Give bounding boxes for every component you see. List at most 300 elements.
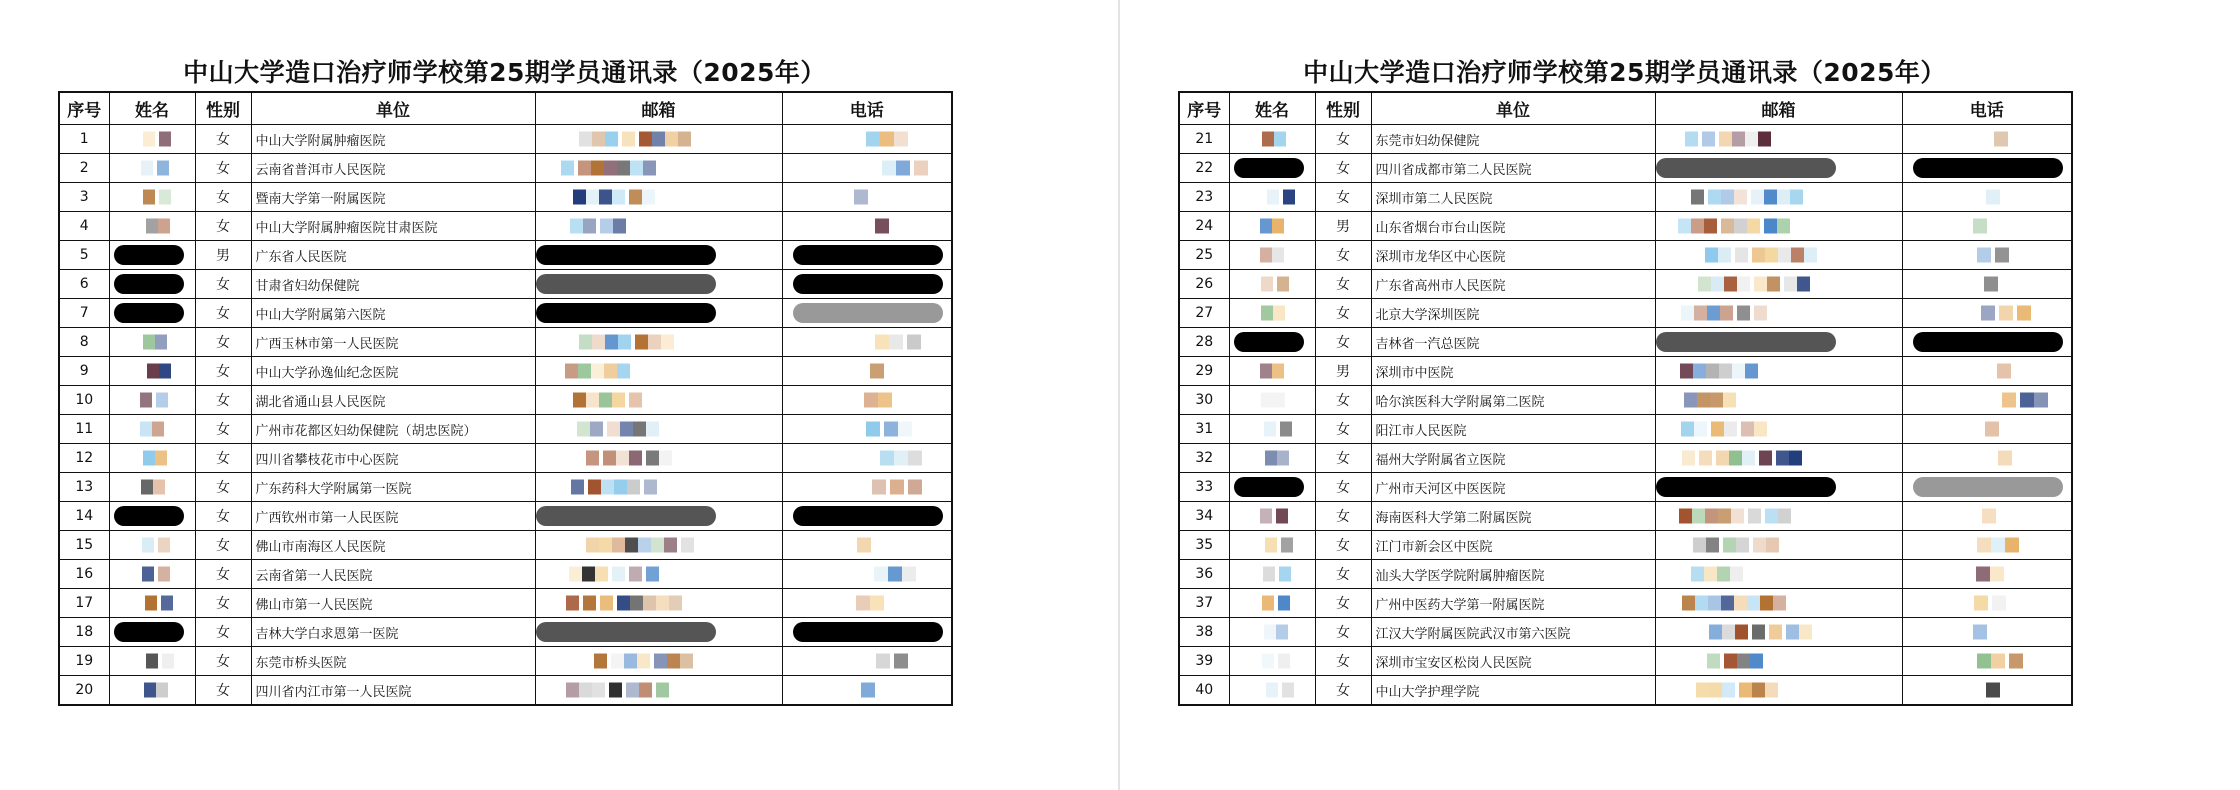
name-cell-redacted xyxy=(1229,647,1315,676)
unit-cell: 中山大学附属肿瘤医院 xyxy=(251,125,535,154)
redaction-block xyxy=(1708,596,1721,611)
redaction-block xyxy=(1977,248,1991,263)
unit-cell: 北京大学深圳医院 xyxy=(1371,299,1655,328)
redaction-scribble xyxy=(536,303,716,323)
row-number: 10 xyxy=(59,386,109,415)
redaction-scribble xyxy=(536,245,716,265)
redaction-block xyxy=(629,567,642,582)
redacted-mosaic xyxy=(1903,618,2072,646)
phone-cell-redacted xyxy=(782,502,952,531)
redaction-block xyxy=(591,161,604,176)
email-cell-redacted xyxy=(535,241,782,270)
redacted-mosaic xyxy=(1230,154,1315,182)
redacted-mosaic xyxy=(783,212,952,240)
unit-cell: 四川省内江市第一人民医院 xyxy=(251,676,535,706)
redaction-block xyxy=(630,596,643,611)
redaction-block xyxy=(1799,625,1812,640)
sex-cell: 女 xyxy=(195,473,251,502)
redacted-mosaic xyxy=(1903,473,2072,501)
row-number: 26 xyxy=(1179,270,1229,299)
redaction-block xyxy=(582,567,595,582)
table-row xyxy=(59,618,952,647)
unit-cell: 广东药科大学附属第一医院 xyxy=(251,473,535,502)
sex-cell: 女 xyxy=(1315,647,1371,676)
redacted-mosaic xyxy=(1230,502,1315,530)
sex-cell: 女 xyxy=(195,502,251,531)
redaction-block xyxy=(161,596,173,611)
table-row xyxy=(1179,502,2072,531)
unit-cell: 广州市花都区妇幼保健院（胡忠医院） xyxy=(251,415,535,444)
redaction-block xyxy=(654,654,667,669)
redaction-block xyxy=(857,538,871,553)
name-cell-redacted xyxy=(109,560,195,589)
redaction-block xyxy=(665,132,678,147)
redaction-block xyxy=(1765,248,1778,263)
redaction-block xyxy=(1274,132,1286,147)
phone-cell-redacted xyxy=(782,154,952,183)
row-number: 24 xyxy=(1179,212,1229,241)
redaction-block xyxy=(1699,451,1712,466)
redaction-block xyxy=(1720,306,1733,321)
redacted-mosaic xyxy=(1656,183,1902,211)
redaction-block xyxy=(1752,683,1765,698)
redaction-block xyxy=(141,480,153,495)
redaction-block xyxy=(642,190,655,205)
unit-cell: 佛山市南海区人民医院 xyxy=(251,531,535,560)
redaction-block xyxy=(600,219,613,234)
redaction-block xyxy=(1766,538,1779,553)
header-name: 姓名 xyxy=(1229,92,1315,125)
email-cell-redacted xyxy=(535,386,782,415)
sex-cell: 女 xyxy=(1315,415,1371,444)
table-header-row xyxy=(59,92,952,125)
redaction-block xyxy=(586,451,599,466)
email-cell-redacted xyxy=(1655,589,1902,618)
redaction-block xyxy=(1711,422,1724,437)
redaction-block xyxy=(609,683,622,698)
redacted-mosaic xyxy=(1230,531,1315,559)
unit-cell: 中山大学附属肿瘤医院甘肃医院 xyxy=(251,212,535,241)
redaction-block xyxy=(1282,683,1294,698)
redaction-block xyxy=(573,190,586,205)
redaction-block xyxy=(1693,538,1706,553)
sex-cell: 男 xyxy=(195,241,251,270)
redaction-block xyxy=(1754,306,1767,321)
unit-cell: 中山大学孙逸仙纪念医院 xyxy=(251,357,535,386)
name-cell-redacted xyxy=(109,502,195,531)
redaction-scribble xyxy=(793,622,943,642)
email-cell-redacted xyxy=(535,647,782,676)
redacted-mosaic xyxy=(783,560,952,588)
redaction-block xyxy=(1718,509,1731,524)
redacted-mosaic xyxy=(1903,241,2072,269)
redaction-block xyxy=(1260,364,1272,379)
redaction-block xyxy=(643,596,656,611)
name-cell-redacted xyxy=(109,444,195,473)
redaction-block xyxy=(878,393,892,408)
redaction-block xyxy=(1789,451,1802,466)
redaction-block xyxy=(617,161,630,176)
name-cell-redacted xyxy=(1229,328,1315,357)
phone-cell-redacted xyxy=(1902,183,2072,212)
redaction-block xyxy=(902,567,916,582)
redacted-mosaic xyxy=(1656,328,1902,356)
redaction-block xyxy=(882,161,896,176)
table-row xyxy=(1179,299,2072,328)
email-cell-redacted xyxy=(535,560,782,589)
redacted-mosaic xyxy=(1656,154,1902,182)
redaction-block xyxy=(2020,393,2034,408)
email-cell-redacted xyxy=(1655,328,1902,357)
redaction-block xyxy=(590,422,603,437)
redaction-block xyxy=(1705,509,1718,524)
redaction-block xyxy=(866,132,880,147)
redaction-scribble xyxy=(1234,477,1304,497)
redaction-block xyxy=(1995,248,2009,263)
redaction-block xyxy=(141,161,153,176)
redaction-block xyxy=(680,654,693,669)
phone-cell-redacted xyxy=(782,212,952,241)
redaction-block xyxy=(158,567,170,582)
table-row xyxy=(59,212,952,241)
redacted-mosaic xyxy=(783,618,952,646)
phone-cell-redacted xyxy=(782,241,952,270)
row-number: 37 xyxy=(1179,589,1229,618)
redacted-mosaic xyxy=(1656,560,1902,588)
redacted-mosaic xyxy=(783,328,952,356)
redacted-mosaic xyxy=(783,676,952,704)
redaction-block xyxy=(629,451,642,466)
header-phone: 电话 xyxy=(782,92,952,125)
sex-cell: 女 xyxy=(195,531,251,560)
row-number: 30 xyxy=(1179,386,1229,415)
redaction-block xyxy=(1272,248,1284,263)
table-row xyxy=(1179,125,2072,154)
redaction-block xyxy=(894,451,908,466)
redacted-mosaic xyxy=(783,502,952,530)
redaction-block xyxy=(896,161,910,176)
redacted-mosaic xyxy=(1230,415,1315,443)
redaction-block xyxy=(1281,538,1293,553)
row-number: 8 xyxy=(59,328,109,357)
redaction-block xyxy=(1272,219,1284,234)
redaction-block xyxy=(1748,509,1761,524)
redacted-mosaic xyxy=(1903,328,2072,356)
redaction-block xyxy=(1722,683,1735,698)
redaction-scribble xyxy=(1656,477,1836,497)
redaction-block xyxy=(1758,132,1771,147)
redaction-block xyxy=(1272,364,1284,379)
redaction-block xyxy=(561,161,574,176)
redaction-block xyxy=(888,567,902,582)
sex-cell: 女 xyxy=(195,444,251,473)
redacted-mosaic xyxy=(783,589,952,617)
redaction-block xyxy=(651,538,664,553)
email-cell-redacted xyxy=(1655,531,1902,560)
email-cell-redacted xyxy=(1655,444,1902,473)
unit-cell: 阳江市人民医院 xyxy=(1371,415,1655,444)
redacted-mosaic xyxy=(1903,270,2072,298)
redaction-block xyxy=(1737,277,1750,292)
unit-cell: 佛山市第一人民医院 xyxy=(251,589,535,618)
sex-cell: 女 xyxy=(195,589,251,618)
redacted-mosaic xyxy=(783,299,952,327)
redaction-block xyxy=(864,393,878,408)
name-cell-redacted xyxy=(109,415,195,444)
redaction-block xyxy=(1693,364,1706,379)
redacted-mosaic xyxy=(1656,415,1902,443)
redacted-mosaic xyxy=(1656,618,1902,646)
page-title: 中山大学造口治疗师学校第25期学员通讯录（2025年） xyxy=(1303,58,1946,87)
redaction-block xyxy=(625,538,638,553)
redaction-block xyxy=(1724,422,1737,437)
row-number: 38 xyxy=(1179,618,1229,647)
name-cell-redacted xyxy=(1229,357,1315,386)
redaction-block xyxy=(1999,306,2013,321)
unit-cell: 东莞市妇幼保健院 xyxy=(1371,125,1655,154)
phone-cell-redacted xyxy=(1902,299,2072,328)
sex-cell: 女 xyxy=(195,299,251,328)
redaction-block xyxy=(583,219,596,234)
redaction-scribble xyxy=(1913,332,2063,352)
email-cell-redacted xyxy=(535,502,782,531)
table-row xyxy=(1179,386,2072,415)
redaction-block xyxy=(1261,393,1273,408)
sex-cell: 女 xyxy=(1315,241,1371,270)
row-number: 17 xyxy=(59,589,109,618)
row-number: 39 xyxy=(1179,647,1229,676)
redaction-block xyxy=(158,219,170,234)
sex-cell: 女 xyxy=(195,415,251,444)
redaction-block xyxy=(157,161,169,176)
row-number: 40 xyxy=(1179,676,1229,706)
redacted-mosaic xyxy=(110,299,195,327)
name-cell-redacted xyxy=(109,212,195,241)
phone-cell-redacted xyxy=(1902,357,2072,386)
redacted-mosaic xyxy=(1230,589,1315,617)
redacted-mosaic xyxy=(1230,270,1315,298)
redacted-mosaic xyxy=(1903,386,2072,414)
email-cell-redacted xyxy=(1655,212,1902,241)
redaction-block xyxy=(162,654,174,669)
redacted-mosaic xyxy=(536,154,782,182)
redacted-mosaic xyxy=(536,560,782,588)
redacted-mosaic xyxy=(110,154,195,182)
redacted-mosaic xyxy=(1903,154,2072,182)
redaction-block xyxy=(1265,451,1277,466)
redaction-block xyxy=(1719,132,1732,147)
redacted-mosaic xyxy=(110,531,195,559)
redacted-mosaic xyxy=(1230,212,1315,240)
redaction-block xyxy=(870,596,884,611)
phone-cell-redacted xyxy=(782,589,952,618)
redaction-block xyxy=(599,538,612,553)
table-row xyxy=(1179,183,2072,212)
redacted-mosaic xyxy=(536,415,782,443)
name-cell-redacted xyxy=(109,618,195,647)
redaction-block xyxy=(143,190,155,205)
redaction-block xyxy=(646,422,659,437)
table-row xyxy=(59,328,952,357)
name-cell-redacted xyxy=(1229,676,1315,706)
header-sex: 性别 xyxy=(195,92,251,125)
redaction-block xyxy=(586,538,599,553)
redaction-block xyxy=(1273,306,1285,321)
unit-cell: 福州大学附属省立医院 xyxy=(1371,444,1655,473)
redacted-mosaic xyxy=(536,270,782,298)
row-number: 14 xyxy=(59,502,109,531)
redaction-block xyxy=(656,683,669,698)
redaction-block xyxy=(1747,596,1760,611)
redaction-block xyxy=(1266,683,1278,698)
redaction-scribble xyxy=(1234,158,1304,178)
roster-table xyxy=(1178,91,2073,706)
redacted-mosaic xyxy=(536,531,782,559)
email-cell-redacted xyxy=(535,299,782,328)
redaction-block xyxy=(1745,364,1758,379)
table-row xyxy=(1179,531,2072,560)
redacted-mosaic xyxy=(536,125,782,153)
email-cell-redacted xyxy=(535,473,782,502)
table-row xyxy=(59,589,952,618)
name-cell-redacted xyxy=(1229,125,1315,154)
header-unit: 单位 xyxy=(251,92,535,125)
phone-cell-redacted xyxy=(782,270,952,299)
unit-cell: 东莞市桥头医院 xyxy=(251,647,535,676)
row-number: 11 xyxy=(59,415,109,444)
redaction-block xyxy=(1737,306,1750,321)
table-row xyxy=(59,502,952,531)
name-cell-redacted xyxy=(109,647,195,676)
redacted-mosaic xyxy=(1903,502,2072,530)
redaction-scribble xyxy=(793,274,943,294)
name-cell-redacted xyxy=(109,154,195,183)
phone-cell-redacted xyxy=(782,357,952,386)
redaction-block xyxy=(570,219,583,234)
redacted-mosaic xyxy=(783,270,952,298)
redaction-block xyxy=(579,683,592,698)
redaction-scribble xyxy=(536,506,716,526)
redacted-mosaic xyxy=(536,647,782,675)
redaction-block xyxy=(1681,422,1694,437)
unit-cell: 四川省攀枝花市中心医院 xyxy=(251,444,535,473)
sex-cell: 女 xyxy=(195,212,251,241)
redaction-block xyxy=(140,422,152,437)
page-divider xyxy=(1118,0,1120,790)
redaction-block xyxy=(1723,393,1736,408)
redaction-scribble xyxy=(1656,158,1836,178)
sex-cell: 女 xyxy=(195,328,251,357)
redaction-block xyxy=(1702,132,1715,147)
email-cell-redacted xyxy=(535,270,782,299)
unit-cell: 广东省人民医院 xyxy=(251,241,535,270)
sex-cell: 女 xyxy=(1315,183,1371,212)
phone-cell-redacted xyxy=(1902,154,2072,183)
redaction-block xyxy=(1682,596,1695,611)
redaction-block xyxy=(630,161,643,176)
redaction-block xyxy=(1791,248,1804,263)
redaction-block xyxy=(1681,306,1694,321)
header-num: 序号 xyxy=(59,92,109,125)
redaction-block xyxy=(1741,422,1754,437)
page-right xyxy=(1178,55,2071,706)
redaction-block xyxy=(629,190,642,205)
sex-cell: 女 xyxy=(1315,299,1371,328)
redaction-block xyxy=(1280,422,1292,437)
sex-cell: 女 xyxy=(1315,531,1371,560)
redaction-block xyxy=(1778,509,1791,524)
redaction-block xyxy=(626,683,639,698)
redaction-block xyxy=(1784,277,1797,292)
redaction-scribble xyxy=(114,506,184,526)
redaction-block xyxy=(153,480,165,495)
row-number: 27 xyxy=(1179,299,1229,328)
redacted-mosaic xyxy=(1903,357,2072,385)
redacted-mosaic xyxy=(1656,270,1902,298)
redaction-block xyxy=(890,480,904,495)
redaction-block xyxy=(635,335,648,350)
email-cell-redacted xyxy=(535,212,782,241)
redaction-block xyxy=(1998,451,2012,466)
redacted-mosaic xyxy=(783,415,952,443)
table-row xyxy=(59,647,952,676)
redaction-block xyxy=(866,422,880,437)
email-cell-redacted xyxy=(1655,415,1902,444)
table-row xyxy=(59,270,952,299)
redacted-mosaic xyxy=(1656,299,1902,327)
redaction-block xyxy=(1735,625,1748,640)
row-number: 1 xyxy=(59,125,109,154)
redaction-block xyxy=(1685,132,1698,147)
unit-cell: 海南医科大学第二附属医院 xyxy=(1371,502,1655,531)
table-row xyxy=(1179,676,2072,706)
name-cell-redacted xyxy=(1229,386,1315,415)
sex-cell: 女 xyxy=(195,676,251,706)
table-row xyxy=(59,531,952,560)
redacted-mosaic xyxy=(1656,125,1902,153)
row-number: 36 xyxy=(1179,560,1229,589)
redaction-block xyxy=(152,422,164,437)
redaction-block xyxy=(1724,654,1737,669)
row-number: 32 xyxy=(1179,444,1229,473)
phone-cell-redacted xyxy=(1902,125,2072,154)
redaction-block xyxy=(1260,248,1272,263)
table-row xyxy=(59,183,952,212)
redaction-block xyxy=(1976,567,1990,582)
redacted-mosaic xyxy=(783,357,952,385)
email-cell-redacted xyxy=(535,589,782,618)
redacted-mosaic xyxy=(783,647,952,675)
redacted-mosaic xyxy=(1903,531,2072,559)
redacted-mosaic xyxy=(536,589,782,617)
table-row xyxy=(59,386,952,415)
redaction-block xyxy=(1262,596,1274,611)
redaction-block xyxy=(1994,132,2008,147)
redaction-block xyxy=(616,451,629,466)
unit-cell: 江门市新会区中医院 xyxy=(1371,531,1655,560)
redaction-block xyxy=(600,596,613,611)
sex-cell: 女 xyxy=(195,647,251,676)
redaction-block xyxy=(1721,190,1734,205)
row-number: 25 xyxy=(1179,241,1229,270)
redaction-block xyxy=(618,335,631,350)
redaction-block xyxy=(1997,364,2011,379)
redaction-block xyxy=(1723,538,1736,553)
unit-cell: 中山大学护理学院 xyxy=(1371,676,1655,706)
redaction-block xyxy=(1717,567,1730,582)
redaction-block xyxy=(1767,277,1780,292)
redaction-block xyxy=(1752,625,1765,640)
